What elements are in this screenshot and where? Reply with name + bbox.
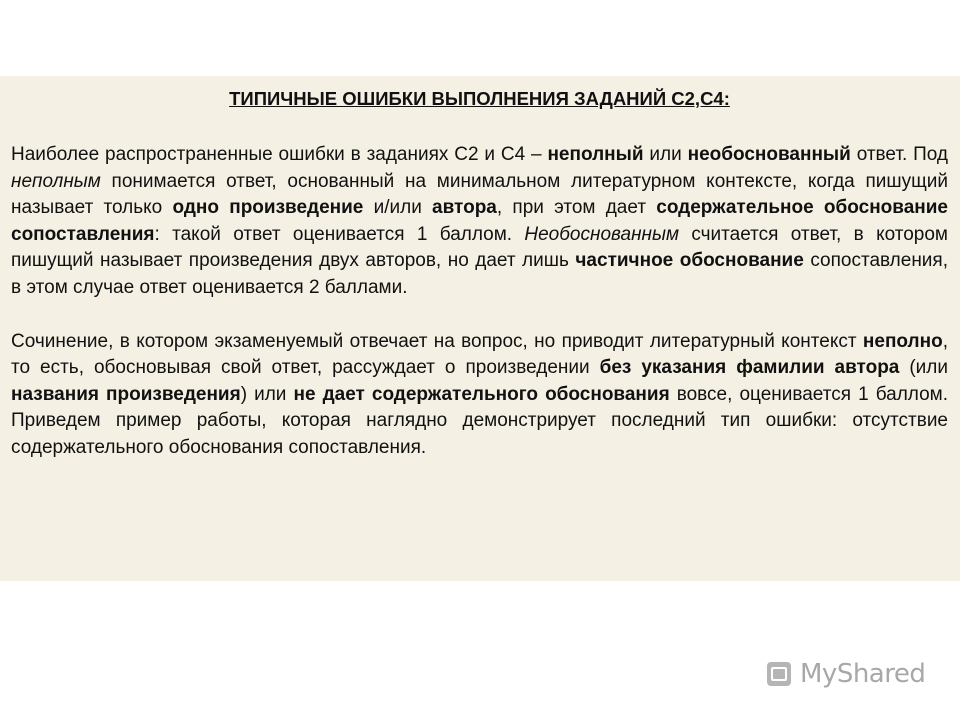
text-run-normal: вовсе, оценивается 1 баллом. Приведем пример работы, которая наглядно демонстрирует последний тип ошибки: отсутствие содержательного обоснования сопоставления. [11,383,949,458]
text-run-normal: считается ответ, в котором пишущий называет произведения двух авторов, но дает лишь [11,223,948,272]
text-run-normal: : такой ответ оценивается 1 баллом. [154,223,525,245]
text-run-normal: Сочинение, в котором экзаменуемый отвечает на вопрос, но приводит литературный контекст [11,330,863,352]
myshared-logo-icon [764,659,794,689]
text-run-normal: , при этом дает [496,197,657,219]
text-run-bold: необоснованный [687,144,851,165]
text-run-normal: (или [899,357,948,379]
text-run-normal: Наиболее распространенные ошибки в заданиях С2 и С4 – [11,144,548,165]
text-run-normal: или [643,144,688,165]
watermark-text: MyShared [800,659,926,689]
text-run-normal: сопоставления, в этом случае ответ оценивается 2 баллами. [11,250,948,298]
text-run-bold: неполный [547,144,644,165]
text-run-italic: Необоснованным [524,223,680,245]
text-run-normal: и/или [363,197,433,219]
text-run-bold: частичное обоснование [575,250,804,272]
text-run-normal: ответ. Под [850,144,948,165]
text-run-italic: неполным [11,170,101,192]
slide-content-panel [0,76,960,581]
text-run-bold: названия произведения [11,383,241,405]
text-run-normal: ) или [240,383,294,405]
watermark [764,656,925,692]
text-run-bold: без указания фамилии автора [599,357,900,379]
text-run-bold: неполно [862,330,943,352]
text-run-bold: автора [432,197,497,219]
text-run-bold: не дает содержательного обоснования [293,383,670,405]
text-run-normal: , то есть, обосновывая свой ответ, рассуждает о произведении [11,330,948,379]
text-run-bold: одно произведение [172,197,364,219]
paragraph-incomplete-answers [11,142,948,302]
text-run-normal: понимается ответ, основанный на минимальном литературном контексте, когда пишущий называет только [11,170,948,219]
slide-title: ТИПИЧНЫЕ ОШИБКИ ВЫПОЛНЕНИЯ ЗАДАНИЙ С2,С4: [229,88,730,109]
text-run-bold: содержательное обоснование сопоставления [11,197,948,245]
paragraph-incomplete-context [11,329,948,462]
